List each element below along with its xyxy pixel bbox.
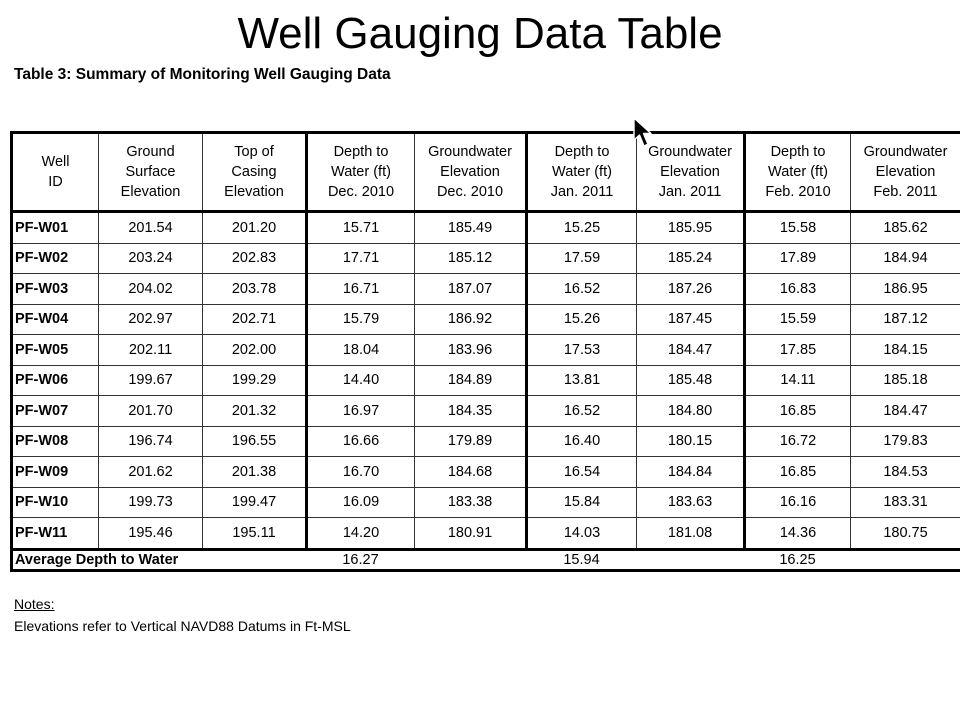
- table-row: [12, 426, 960, 457]
- data-cell: 184.84: [637, 457, 745, 488]
- data-cell: 201.20: [203, 212, 307, 244]
- data-cell: 199.67: [99, 365, 203, 396]
- data-cell: 184.94: [851, 243, 960, 274]
- well-id-cell: PF-W07: [12, 396, 99, 427]
- table-row: [12, 274, 960, 305]
- data-cell: 15.59: [745, 304, 851, 335]
- data-cell: 195.46: [99, 518, 203, 550]
- well-id-cell: PF-W01: [12, 212, 99, 244]
- data-cell: 180.75: [851, 518, 960, 550]
- data-cell: 186.95: [851, 274, 960, 305]
- data-cell: 17.53: [527, 335, 637, 366]
- data-cell: 185.49: [415, 212, 527, 244]
- data-cell: 201.32: [203, 396, 307, 427]
- data-cell: 196.74: [99, 426, 203, 457]
- average-jan-2011: 15.94: [527, 549, 637, 570]
- well-id-cell: PF-W06: [12, 365, 99, 396]
- data-cell: 180.91: [415, 518, 527, 550]
- data-cell: 183.63: [637, 487, 745, 518]
- data-cell: 15.26: [527, 304, 637, 335]
- column-header: Well ID: [12, 133, 99, 212]
- table-row: [12, 335, 960, 366]
- data-cell: 14.36: [745, 518, 851, 550]
- data-cell: 199.47: [203, 487, 307, 518]
- table-row: [12, 304, 960, 335]
- notes-heading: Notes:: [14, 596, 55, 612]
- data-cell: 14.03: [527, 518, 637, 550]
- data-cell: 18.04: [307, 335, 415, 366]
- data-cell: 184.47: [851, 396, 960, 427]
- data-cell: 16.16: [745, 487, 851, 518]
- table-row: [12, 487, 960, 518]
- data-cell: 203.24: [99, 243, 203, 274]
- data-cell: 183.96: [415, 335, 527, 366]
- data-cell: 184.47: [637, 335, 745, 366]
- data-cell: 186.92: [415, 304, 527, 335]
- table-row: [12, 518, 960, 550]
- data-cell: 16.97: [307, 396, 415, 427]
- data-cell: 17.85: [745, 335, 851, 366]
- well-id-cell: PF-W03: [12, 274, 99, 305]
- average-empty: [415, 549, 527, 570]
- average-label: Average Depth to Water: [12, 549, 307, 570]
- column-header: Top of Casing Elevation: [203, 133, 307, 212]
- data-cell: 185.95: [637, 212, 745, 244]
- column-header: Ground Surface Elevation: [99, 133, 203, 212]
- data-cell: 202.11: [99, 335, 203, 366]
- data-cell: 179.89: [415, 426, 527, 457]
- table-caption: Table 3: Summary of Monitoring Well Gauging Data: [14, 66, 391, 83]
- data-cell: 201.62: [99, 457, 203, 488]
- column-header: Depth to Water (ft) Dec. 2010: [307, 133, 415, 212]
- average-feb-2010: 16.25: [745, 549, 851, 570]
- data-cell: 202.83: [203, 243, 307, 274]
- column-header: Depth to Water (ft) Jan. 2011: [527, 133, 637, 212]
- data-cell: 15.71: [307, 212, 415, 244]
- data-cell: 196.55: [203, 426, 307, 457]
- data-cell: 16.85: [745, 396, 851, 427]
- data-cell: 203.78: [203, 274, 307, 305]
- data-cell: 184.15: [851, 335, 960, 366]
- data-cell: 15.79: [307, 304, 415, 335]
- data-cell: 16.40: [527, 426, 637, 457]
- table-row: [12, 396, 960, 427]
- data-cell: 16.09: [307, 487, 415, 518]
- data-cell: 16.83: [745, 274, 851, 305]
- data-cell: 202.00: [203, 335, 307, 366]
- data-cell: 16.85: [745, 457, 851, 488]
- data-cell: 187.12: [851, 304, 960, 335]
- data-cell: 185.48: [637, 365, 745, 396]
- data-cell: 17.89: [745, 243, 851, 274]
- data-cell: 185.24: [637, 243, 745, 274]
- data-cell: 179.83: [851, 426, 960, 457]
- column-header: Depth to Water (ft) Feb. 2010: [745, 133, 851, 212]
- table-body: [12, 212, 960, 571]
- data-cell: 195.11: [203, 518, 307, 550]
- table-row: [12, 212, 960, 244]
- data-cell: 202.71: [203, 304, 307, 335]
- data-cell: 16.52: [527, 274, 637, 305]
- table-row: [12, 243, 960, 274]
- data-cell: 201.38: [203, 457, 307, 488]
- data-cell: 199.73: [99, 487, 203, 518]
- data-cell: 16.72: [745, 426, 851, 457]
- gauging-table-container: [10, 131, 960, 576]
- data-cell: 201.70: [99, 396, 203, 427]
- data-cell: 183.38: [415, 487, 527, 518]
- data-cell: 184.68: [415, 457, 527, 488]
- data-cell: 201.54: [99, 212, 203, 244]
- well-id-cell: PF-W04: [12, 304, 99, 335]
- mouse-pointer-icon: [632, 116, 654, 150]
- data-cell: 184.80: [637, 396, 745, 427]
- data-cell: 15.58: [745, 212, 851, 244]
- data-cell: 187.07: [415, 274, 527, 305]
- data-cell: 17.59: [527, 243, 637, 274]
- data-cell: 181.08: [637, 518, 745, 550]
- data-cell: 204.02: [99, 274, 203, 305]
- table-row: [12, 365, 960, 396]
- data-cell: 16.70: [307, 457, 415, 488]
- data-cell: 14.20: [307, 518, 415, 550]
- average-row: [12, 549, 960, 570]
- average-dec-2010: 16.27: [307, 549, 415, 570]
- data-cell: 17.71: [307, 243, 415, 274]
- slide-title: Well Gauging Data Table: [237, 9, 723, 58]
- data-cell: 199.29: [203, 365, 307, 396]
- well-id-cell: PF-W05: [12, 335, 99, 366]
- gauging-data-table: [10, 131, 960, 572]
- data-cell: 180.15: [637, 426, 745, 457]
- data-cell: 16.66: [307, 426, 415, 457]
- column-header: Groundwater Elevation Dec. 2010: [415, 133, 527, 212]
- table-row: [12, 457, 960, 488]
- well-id-cell: PF-W10: [12, 487, 99, 518]
- data-cell: 15.25: [527, 212, 637, 244]
- data-cell: 185.18: [851, 365, 960, 396]
- data-cell: 187.26: [637, 274, 745, 305]
- notes-text: Elevations refer to Vertical NAVD88 Datums in Ft-MSL: [14, 618, 351, 634]
- data-cell: 13.81: [527, 365, 637, 396]
- table-header-row: [12, 133, 960, 212]
- well-id-cell: PF-W09: [12, 457, 99, 488]
- column-header: Groundwater Elevation Jan. 2011: [637, 133, 745, 212]
- data-cell: 14.40: [307, 365, 415, 396]
- data-cell: 184.35: [415, 396, 527, 427]
- data-cell: 185.62: [851, 212, 960, 244]
- data-cell: 183.31: [851, 487, 960, 518]
- average-empty: [851, 549, 960, 570]
- well-id-cell: PF-W11: [12, 518, 99, 550]
- data-cell: 184.53: [851, 457, 960, 488]
- column-header: Groundwater Elevation Feb. 2011: [851, 133, 960, 212]
- data-cell: 16.52: [527, 396, 637, 427]
- data-cell: 187.45: [637, 304, 745, 335]
- data-cell: 184.89: [415, 365, 527, 396]
- data-cell: 16.54: [527, 457, 637, 488]
- data-cell: 202.97: [99, 304, 203, 335]
- data-cell: 14.11: [745, 365, 851, 396]
- average-empty: [637, 549, 745, 570]
- data-cell: 185.12: [415, 243, 527, 274]
- data-cell: 16.71: [307, 274, 415, 305]
- data-cell: 15.84: [527, 487, 637, 518]
- well-id-cell: PF-W08: [12, 426, 99, 457]
- well-id-cell: PF-W02: [12, 243, 99, 274]
